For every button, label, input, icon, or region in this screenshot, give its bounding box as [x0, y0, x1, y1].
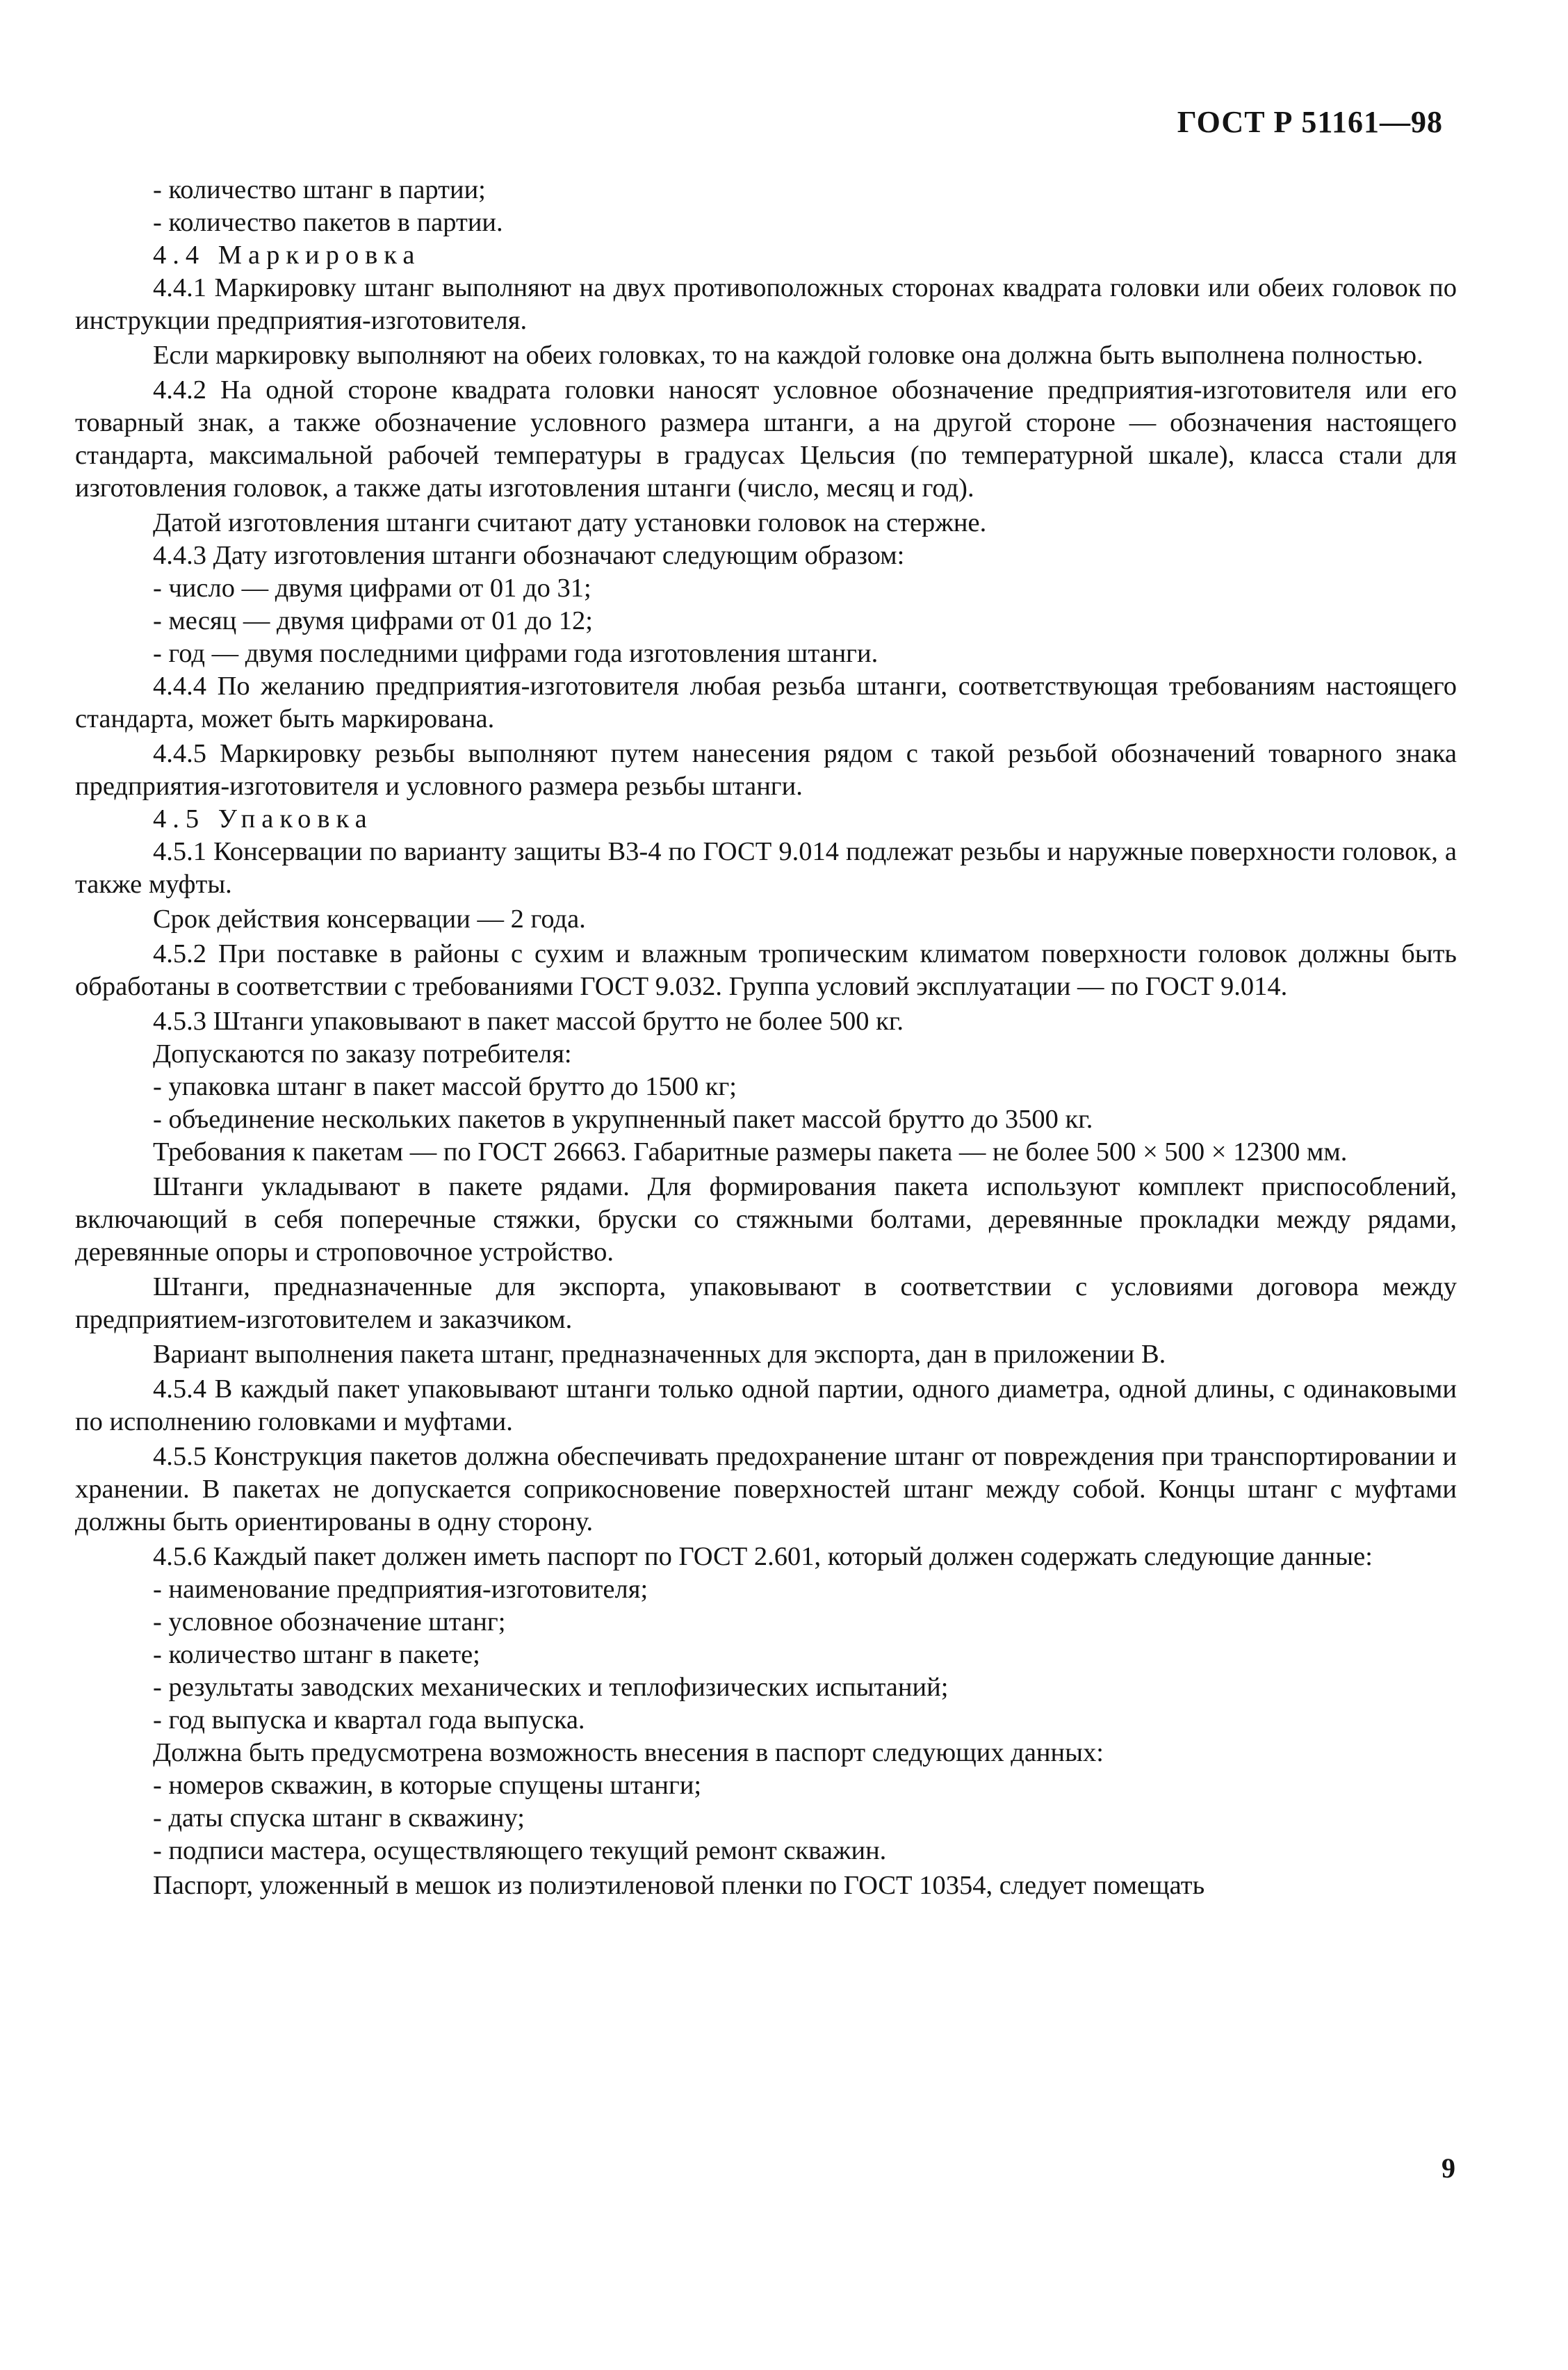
paragraph: Если маркировку выполняют на обеих головках, то на каждой головке она должна быть выполнена полностью. — [153, 341, 1423, 370]
paragraph: 4.5.1 Консервации по варианту защиты В3-4 по ГОСТ 9.014 подлежат резьбы и наружные поверхности головок, а также муфты. — [75, 837, 1457, 899]
paragraph: Требования к пакетам — по ГОСТ 26663. Габаритные размеры пакета — не более 500 × 500 × 12300 мм. — [153, 1137, 1348, 1167]
list-item: - число — двумя цифрами от 01 до 31; — [153, 574, 591, 603]
list-item: - количество пакетов в партии. — [153, 208, 503, 237]
paragraph: Вариант выполнения пакета штанг, предназначенных для экспорта, дан в приложении В. — [153, 1340, 1166, 1369]
document-body — [75, 174, 1457, 1902]
paragraph: 4.5.2 При поставке в районы с сухим и влажным тропическим климатом поверхности головок должны быть обработаны в соответствии с требованиями ГОСТ 9.032. Группа условий эксплуатации — по ГОСТ 9.014. — [75, 939, 1457, 1001]
list-item: - год — двумя последними цифрами года изготовления штанги. — [153, 639, 879, 668]
list-item: - подписи мастера, осуществляющего текущий ремонт скважин. — [153, 1836, 887, 1865]
list-item: - наименование предприятия-изготовителя; — [153, 1575, 648, 1604]
paragraph: Штанги, предназначенные для экспорта, упаковывают в соответствии с условиями договора между предприятием-изготовителем и заказчиком. — [75, 1272, 1457, 1334]
paragraph: Срок действия консервации — 2 года. — [153, 904, 586, 934]
section-heading-marking: 4.4 Маркировка — [153, 241, 421, 270]
document-code-header: ГОСТ Р 51161—98 — [1177, 105, 1443, 139]
paragraph: 4.5.5 Конструкция пакетов должна обеспечивать предохранение штанг от повреждения при транспортировании и хранении. В пакетах не допускается соприкосновение поверхностей штанг между собой. Концы штанг с муфтами должны быть ориентированы в одну сторону. — [75, 1442, 1457, 1536]
paragraph: Допускаются по заказу потребителя: — [153, 1039, 572, 1069]
paragraph: 4.5.4 В каждый пакет упаковывают штанги только одной партии, одного диаметра, одной длины, с одинаковыми по исполнению головками и муфтами. — [75, 1374, 1457, 1436]
paragraph: 4.5.6 Каждый пакет должен иметь паспорт по ГОСТ 2.601, который должен содержать следующие данные: — [153, 1542, 1373, 1571]
page-number: 9 — [1442, 2152, 1455, 2184]
paragraph: 4.4.5 Маркировку резьбы выполняют путем нанесения рядом с такой резьбой обозначений товарного знака предприятия-изготовителя и условного размера резьбы штанги. — [75, 739, 1457, 801]
paragraph: Датой изготовления штанги считают дату установки головок на стержне. — [153, 508, 987, 537]
list-item: - количество штанг в партии; — [153, 175, 486, 204]
paragraph: 4.5.3 Штанги упаковывают в пакет массой брутто не более 500 кг. — [153, 1007, 904, 1036]
paragraph: 4.4.2 На одной стороне квадрата головки наносят условное обозначение предприятия-изготовителя или его товарный знак, а также обозначение условного размера штанги, а на другой стороне — обозначения настоящего стандарта, максимальной рабочей температуры в градусах Цельсия (по температурной шкале), класса стали для изготовления головок, а также даты изготовления штанги (число, месяц и год). — [75, 375, 1457, 503]
paragraph: Паспорт, уложенный в мешок из полиэтиленовой пленки по ГОСТ 10354, следует помещать — [153, 1871, 1205, 1900]
paragraph: 4.4.3 Дату изготовления штанги обозначают следующим образом: — [153, 541, 905, 570]
section-heading-packaging: 4.5 Упаковка — [153, 804, 373, 834]
list-item: - результаты заводских механических и теплофизических испытаний; — [153, 1673, 949, 1702]
list-item: - объединение нескольких пакетов в укрупненный пакет массой брутто до 3500 кг. — [153, 1105, 1093, 1134]
list-item: - условное обозначение штанг; — [153, 1607, 506, 1637]
list-item: - номеров скважин, в которые спущены штанги; — [153, 1771, 702, 1800]
list-item: - месяц — двумя цифрами от 01 до 12; — [153, 606, 593, 635]
list-item: - даты спуска штанг в скважину; — [153, 1803, 525, 1833]
list-item: - упаковка штанг в пакет массой брутто до 1500 кг; — [153, 1072, 737, 1101]
list-item: - год выпуска и квартал года выпуска. — [153, 1705, 585, 1735]
paragraph: 4.4.1 Маркировку штанг выполняют на двух противоположных сторонах квадрата головки или обеих головок по инструкции предприятия-изготовителя. — [75, 273, 1457, 335]
paragraph: 4.4.4 По желанию предприятия-изготовителя любая резьба штанги, соответствующая требованиям настоящего стандарта, может быть маркирована. — [75, 672, 1457, 733]
paragraph: Штанги укладывают в пакете рядами. Для формирования пакета используют комплект приспособлений, включающий в себя поперечные стяжки, бруски со стяжными болтами, деревянные прокладки между рядами, деревянные опоры и строповочное устройство. — [75, 1172, 1457, 1267]
paragraph: Должна быть предусмотрена возможность внесения в паспорт следующих данных: — [153, 1738, 1104, 1767]
list-item: - количество штанг в пакете; — [153, 1640, 480, 1669]
